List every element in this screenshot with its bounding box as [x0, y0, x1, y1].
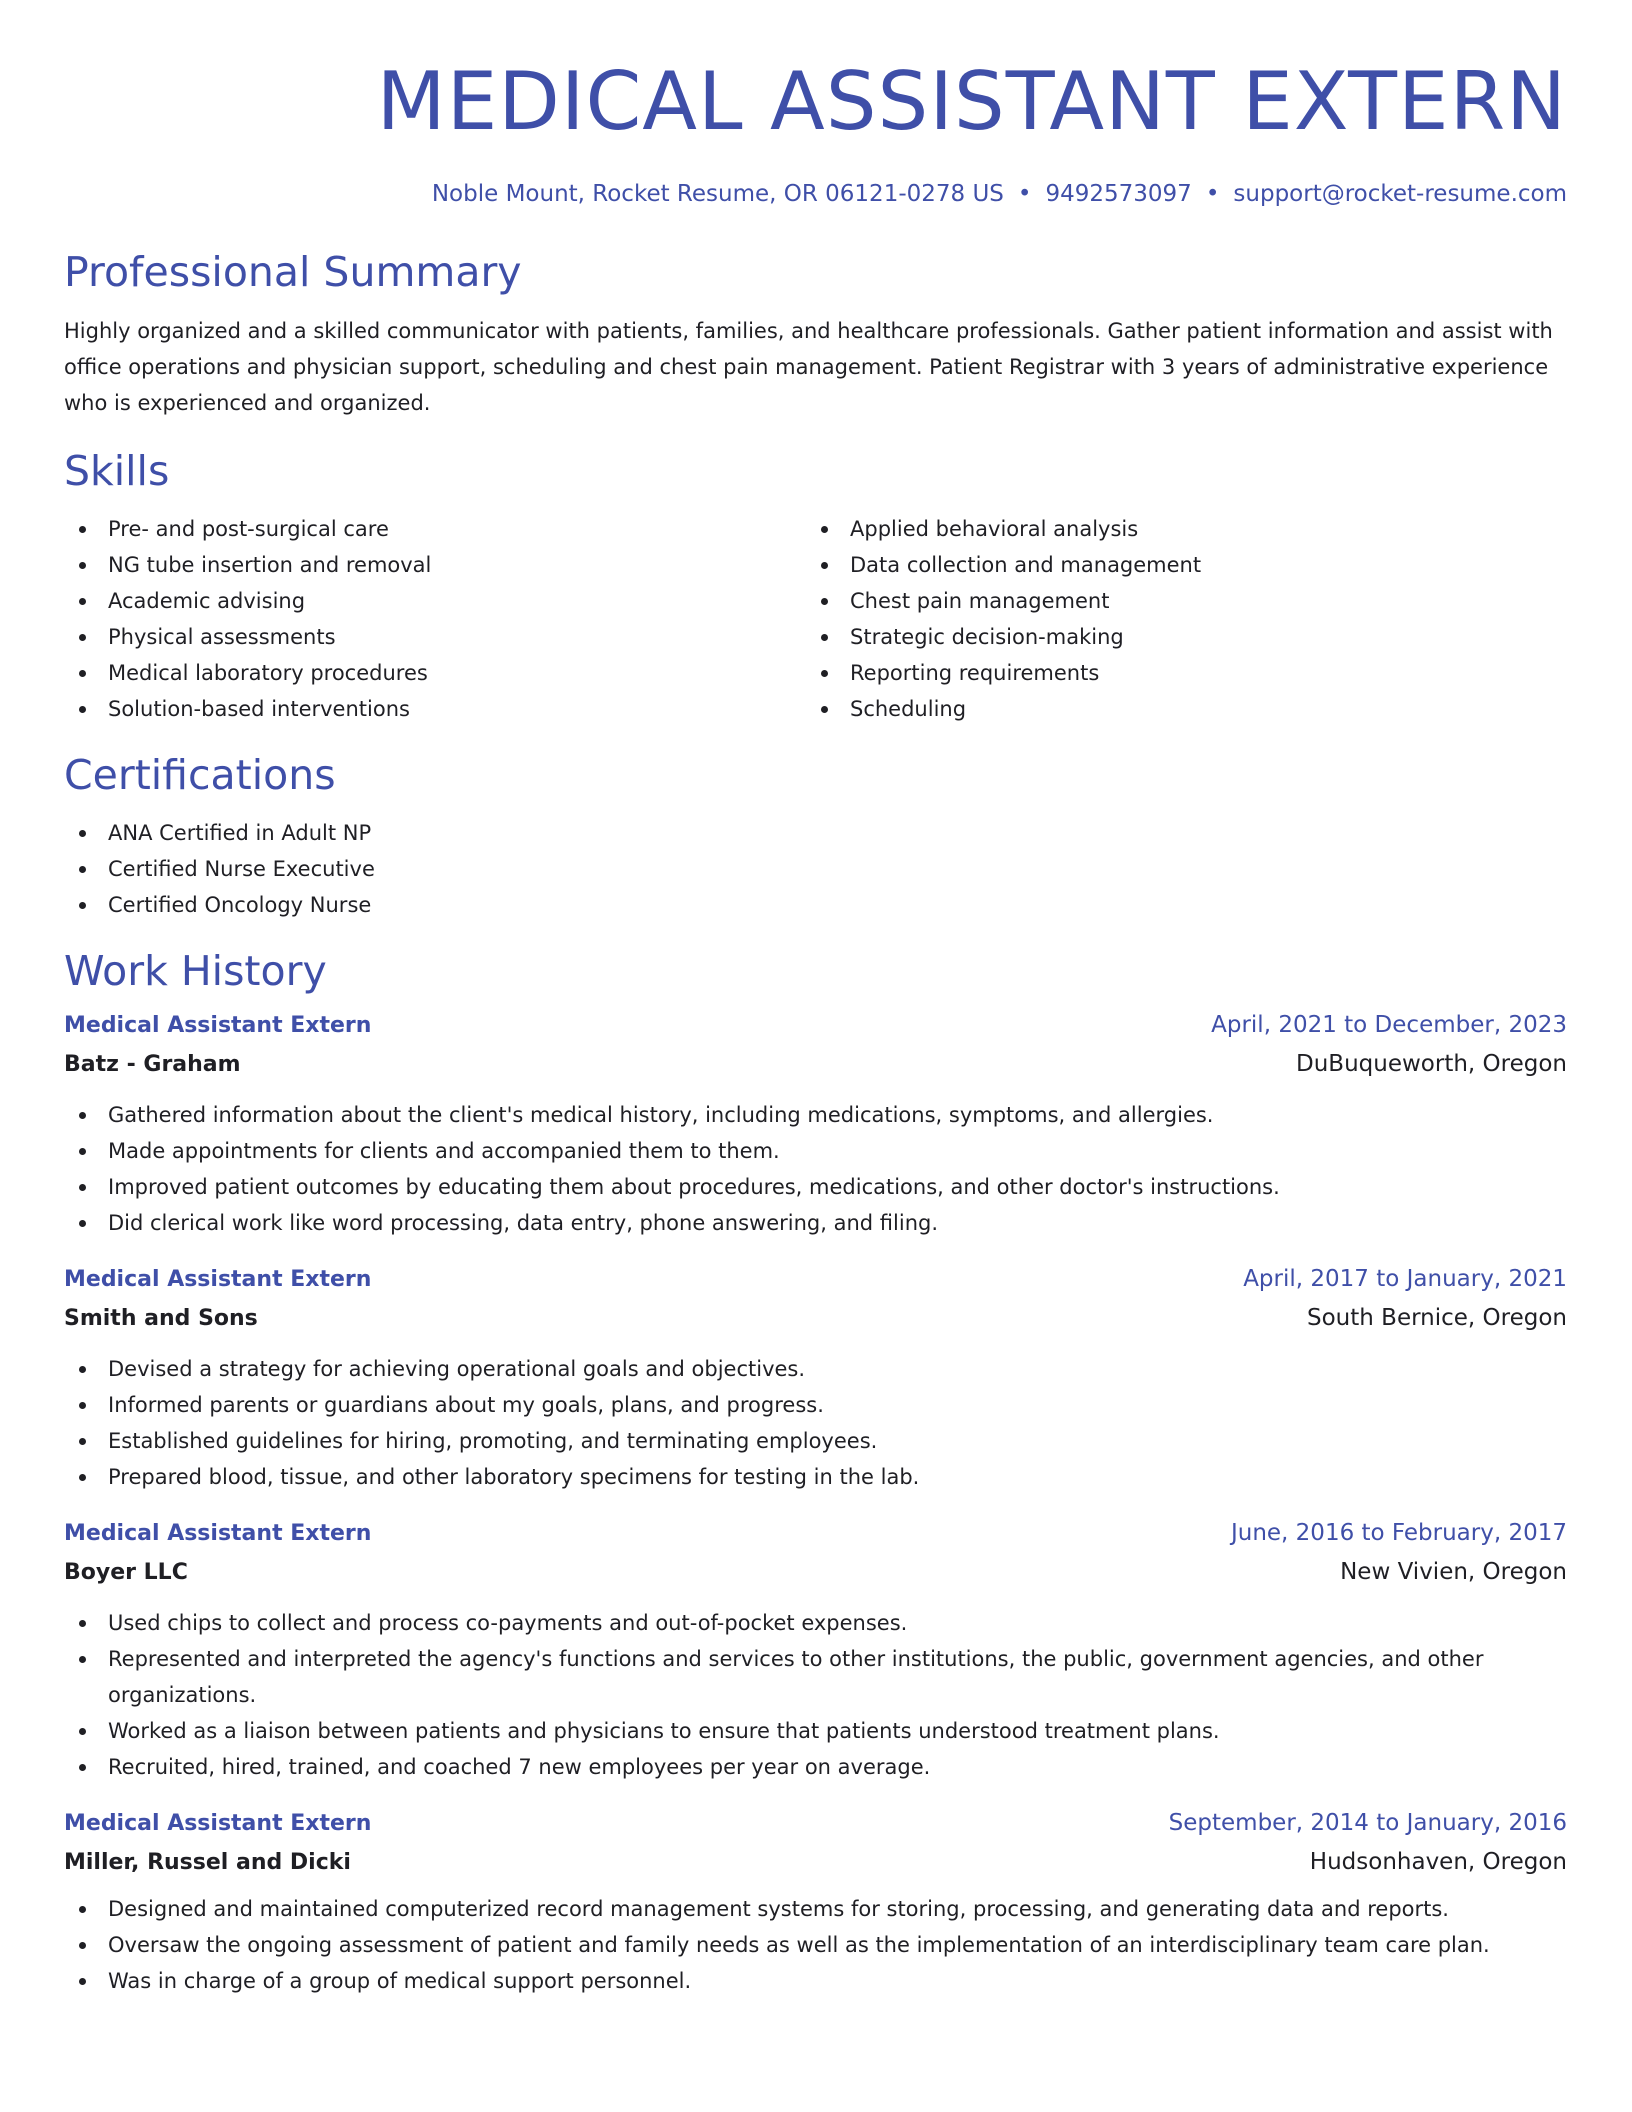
job-bullet: Worked as a liaison between patients and physicians to ensure that patients understood treatment plans. — [64, 1713, 1567, 1749]
skill-item: Physical assessments — [64, 619, 806, 655]
job-location: New Vivien, Oregon — [1340, 1559, 1567, 1585]
job-bullet: Established guidelines for hiring, promoting, and terminating employees. — [64, 1423, 1567, 1459]
skill-item: Scheduling — [806, 691, 1548, 727]
job-bullets — [64, 1605, 1567, 1785]
job-dates: April, 2017 to January, 2021 — [1243, 1266, 1567, 1292]
job-bullet: Oversaw the ongoing assessment of patient and family needs as well as the implementation of an interdisciplinary team care plan. — [64, 1927, 1567, 1963]
skill-item: Medical laboratory procedures — [64, 655, 806, 691]
certification-item: Certified Oncology Nurse — [64, 887, 1567, 923]
job-bullets — [64, 1351, 1567, 1495]
job-bullets — [64, 1891, 1567, 1999]
job-header — [64, 1805, 1567, 1842]
job-dates: September, 2014 to January, 2016 — [1168, 1810, 1567, 1836]
resume-page — [64, 52, 1567, 1999]
job-location: DuBuqueworth, Oregon — [1296, 1051, 1567, 1077]
job-bullet: Improved patient outcomes by educating them about procedures, medications, and other doctor's instructions. — [64, 1169, 1567, 1205]
job-entry — [64, 1007, 1567, 1241]
skills-list — [64, 511, 1567, 727]
job-location: South Bernice, Oregon — [1307, 1305, 1567, 1331]
work-history-heading: Work History — [64, 947, 327, 995]
skills-column-right — [806, 511, 1548, 727]
job-bullet: Made appointments for clients and accompanied them to them. — [64, 1133, 1567, 1169]
job-company: Boyer LLC — [64, 1560, 188, 1585]
skills-heading: Skills — [64, 447, 170, 495]
job-header — [64, 1515, 1567, 1552]
job-company: Batz - Graham — [64, 1052, 241, 1077]
skill-item: Academic advising — [64, 583, 806, 619]
job-header — [64, 1261, 1567, 1298]
certifications-heading: Certifications — [64, 751, 336, 799]
contact-separator: • — [1017, 181, 1032, 207]
summary-text: Highly organized and a skilled communicator with patients, families, and healthcare professionals. Gather patient information and assist with office operations and physician support, scheduling and chest pain management. Patient Registrar with 3 years of administrative experience who is experienced and organized. — [64, 319, 1553, 415]
resume-title: MEDICAL ASSISTANT EXTERN — [376, 55, 1567, 148]
skills-column-left — [64, 511, 806, 727]
job-bullet: Devised a strategy for achieving operational goals and objectives. — [64, 1351, 1567, 1387]
job-dates: June, 2016 to February, 2017 — [1230, 1520, 1567, 1546]
job-entry — [64, 1515, 1567, 1785]
job-dates: April, 2021 to December, 2023 — [1211, 1012, 1567, 1038]
job-bullets — [64, 1097, 1567, 1241]
job-company: Miller, Russel and Dicki — [64, 1850, 351, 1875]
contact-separator: • — [1205, 181, 1220, 207]
job-company: Smith and Sons — [64, 1306, 258, 1331]
certification-item: Certified Nurse Executive — [64, 851, 1567, 887]
skill-item: Pre- and post-surgical care — [64, 511, 806, 547]
job-bullet: Recruited, hired, trained, and coached 7 new employees per year on average. — [64, 1749, 1567, 1785]
job-bullet: Represented and interpreted the agency's functions and services to other institutions, the public, government agencies, and other organizations. — [64, 1641, 1567, 1713]
job-entry — [64, 1261, 1567, 1495]
skill-item: Chest pain management — [806, 583, 1548, 619]
skill-item: Reporting requirements — [806, 655, 1548, 691]
contact-address: Noble Mount, Rocket Resume, OR 06121-0278 US — [431, 181, 1004, 207]
skill-item: Data collection and management — [806, 547, 1548, 583]
contact-email: support@rocket-resume.com — [1233, 181, 1567, 207]
job-entry — [64, 1805, 1567, 1999]
certifications-list — [64, 815, 1567, 923]
skill-item: Solution-based interventions — [64, 691, 806, 727]
job-bullet: Prepared blood, tissue, and other laboratory specimens for testing in the lab. — [64, 1459, 1567, 1495]
job-subheader — [64, 1298, 1567, 1339]
job-header — [64, 1007, 1567, 1044]
skill-item: Strategic decision-making — [806, 619, 1548, 655]
job-location: Hudsonhaven, Oregon — [1309, 1849, 1567, 1875]
certification-item: ANA Certified in Adult NP — [64, 815, 1567, 851]
job-subheader — [64, 1044, 1567, 1085]
job-bullet: Used chips to collect and process co-payments and out-of-pocket expenses. — [64, 1605, 1567, 1641]
job-title: Medical Assistant Extern — [64, 1811, 372, 1836]
job-title: Medical Assistant Extern — [64, 1013, 372, 1038]
job-title: Medical Assistant Extern — [64, 1521, 372, 1546]
summary-heading: Professional Summary — [64, 248, 522, 296]
job-bullet: Informed parents or guardians about my goals, plans, and progress. — [64, 1387, 1567, 1423]
skill-item: Applied behavioral analysis — [806, 511, 1548, 547]
job-subheader — [64, 1552, 1567, 1593]
job-bullet: Gathered information about the client's medical history, including medications, symptoms, and allergies. — [64, 1097, 1567, 1133]
job-bullet: Designed and maintained computerized record management systems for storing, processing, and generating data and reports. — [64, 1891, 1567, 1927]
job-title: Medical Assistant Extern — [64, 1267, 372, 1292]
job-bullet: Was in charge of a group of medical support personnel. — [64, 1963, 1567, 1999]
skill-item: NG tube insertion and removal — [64, 547, 806, 583]
contact-line — [64, 176, 1567, 212]
job-subheader — [64, 1842, 1567, 1883]
contact-phone: 9492573097 — [1045, 181, 1192, 207]
job-bullet: Did clerical work like word processing, data entry, phone answering, and filing. — [64, 1205, 1567, 1241]
